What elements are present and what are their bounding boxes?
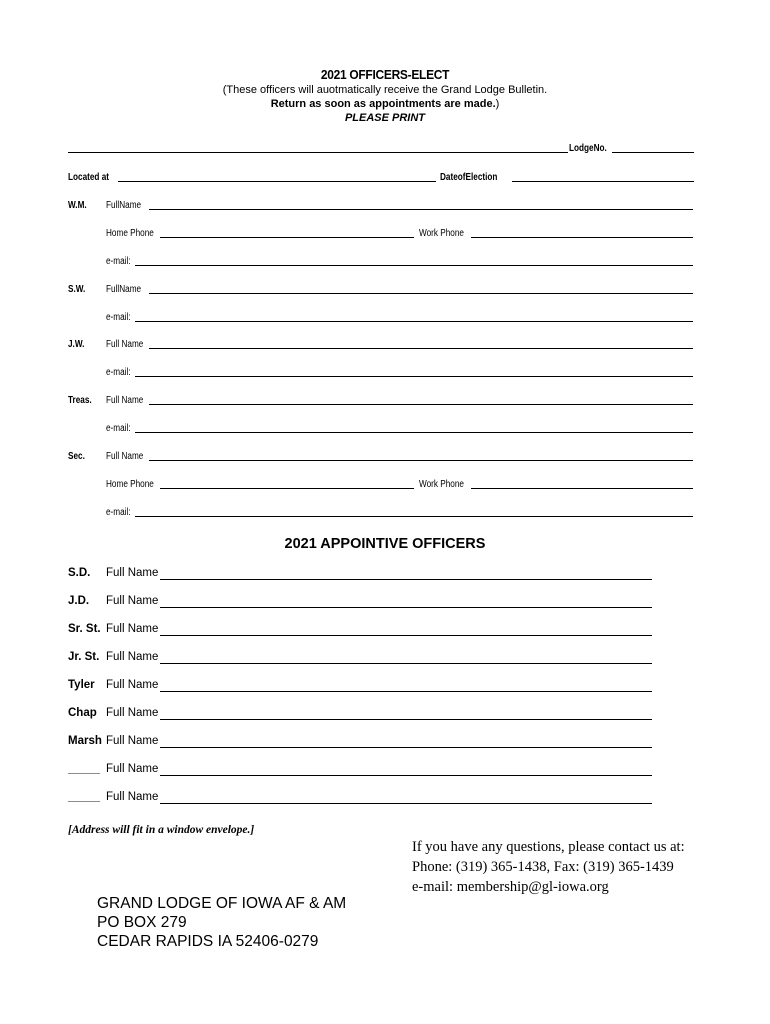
officer-code: _____	[68, 763, 100, 775]
elected-row	[0, 422, 770, 436]
full-name-label: Full Name	[106, 595, 159, 607]
officer-code: Treas.	[68, 395, 92, 406]
officer-code: S.D.	[68, 567, 91, 579]
date-of-election-line[interactable]	[512, 171, 694, 182]
elected-row	[0, 311, 770, 325]
full-name-label: Full Name	[106, 679, 159, 691]
full-name-field[interactable]	[149, 199, 693, 210]
work-phone-field[interactable]	[471, 478, 693, 489]
officer-code: J.W.	[68, 339, 85, 350]
located-label: Located at	[68, 172, 110, 183]
elected-row	[0, 450, 770, 464]
officer-code: Sr. St.	[68, 623, 101, 635]
full-name-field[interactable]	[160, 595, 652, 608]
form-title: 2021 OFFICERS-ELECT	[320, 67, 450, 82]
appointive-row	[0, 735, 770, 751]
envelope-note: [Address will fit in a window envelope.]	[68, 824, 255, 836]
home-phone-label: Home Phone	[106, 479, 154, 490]
full-name-field[interactable]	[149, 450, 693, 461]
officer-code: Sec.	[68, 451, 85, 462]
address-line-2: PO BOX 279	[97, 914, 187, 931]
please-print: PLEASE PRINT	[344, 112, 426, 124]
lodge-name-line[interactable]	[68, 142, 568, 153]
full-name-label: Full Name	[106, 707, 159, 719]
appointive-row	[0, 567, 770, 583]
email-field[interactable]	[135, 255, 693, 266]
full-name-label: Full Name	[106, 567, 159, 579]
return-text: Return as soon as appointments are made.	[270, 98, 496, 110]
elected-row	[0, 366, 770, 380]
lodge-no-line[interactable]	[612, 142, 694, 153]
field-label: e-mail:	[106, 423, 131, 434]
full-name-field[interactable]	[160, 651, 652, 664]
lodge-name-row	[0, 142, 770, 156]
field-label: Full Name	[106, 451, 144, 462]
officer-code: _____	[68, 791, 100, 803]
elected-row	[0, 283, 770, 297]
appointive-row	[0, 651, 770, 667]
elected-row	[0, 506, 770, 520]
appointive-row	[0, 623, 770, 639]
full-name-label: Full Name	[106, 735, 159, 747]
return-note	[0, 98, 770, 110]
elected-row	[0, 478, 770, 492]
bulletin-note: (These officers will auotmatically receive the Grand Lodge Bulletin.	[222, 84, 548, 96]
address-line-3: CEDAR RAPIDS IA 52406-0279	[97, 933, 319, 950]
location-row	[0, 171, 770, 185]
full-name-field[interactable]	[160, 623, 652, 636]
full-name-label: Full Name	[106, 763, 159, 775]
located-line[interactable]	[118, 171, 436, 182]
lodge-no-label: LodgeNo.	[569, 143, 607, 154]
work-phone-label: Work Phone	[419, 228, 464, 239]
appointive-row	[0, 595, 770, 611]
work-phone-field[interactable]	[471, 227, 693, 238]
email-field[interactable]	[135, 506, 693, 517]
field-label: Full Name	[106, 395, 144, 406]
elected-row	[0, 255, 770, 269]
officer-code: Marsh	[68, 735, 102, 747]
field-label: Full Name	[106, 339, 144, 350]
full-name-field[interactable]	[149, 338, 693, 349]
elected-row	[0, 394, 770, 408]
full-name-field[interactable]	[160, 763, 652, 776]
officer-code: Jr. St.	[68, 651, 100, 663]
full-name-field[interactable]	[160, 735, 652, 748]
officer-code: W.M.	[68, 200, 87, 211]
return-close: )	[495, 98, 500, 110]
full-name-field[interactable]	[149, 283, 693, 294]
field-label: e-mail:	[106, 507, 131, 518]
appointive-row	[0, 791, 770, 807]
full-name-label: Full Name	[106, 623, 159, 635]
work-phone-label: Work Phone	[419, 479, 464, 490]
officer-code: Tyler	[68, 679, 95, 691]
officer-code: J.D.	[68, 595, 90, 607]
appointive-row	[0, 679, 770, 695]
appointive-row	[0, 763, 770, 779]
address-line-1: GRAND LODGE OF IOWA AF & AM	[97, 895, 347, 912]
date-of-election-label: DateofElection	[440, 172, 498, 183]
home-phone-label: Home Phone	[106, 228, 154, 239]
full-name-field[interactable]	[160, 567, 652, 580]
field-label: FullName	[106, 200, 142, 211]
home-phone-field[interactable]	[160, 227, 414, 238]
full-name-field[interactable]	[160, 791, 652, 804]
full-name-label: Full Name	[106, 791, 159, 803]
elected-row	[0, 227, 770, 241]
elected-row	[0, 199, 770, 213]
contact-phone: Phone: (319) 365-1438, Fax: (319) 365-1439	[412, 859, 674, 875]
officer-code: Chap	[68, 707, 97, 719]
email-field[interactable]	[135, 311, 693, 322]
elected-row	[0, 338, 770, 352]
email-field[interactable]	[135, 366, 693, 377]
email-field[interactable]	[135, 422, 693, 433]
full-name-field[interactable]	[160, 679, 652, 692]
full-name-field[interactable]	[149, 394, 693, 405]
field-label: e-mail:	[106, 256, 131, 267]
officer-code: S.W.	[68, 284, 86, 295]
field-label: FullName	[106, 284, 142, 295]
field-label: e-mail:	[106, 367, 131, 378]
field-label: e-mail:	[106, 312, 131, 323]
full-name-label: Full Name	[106, 651, 159, 663]
appointive-row	[0, 707, 770, 723]
appointive-title: 2021 APPOINTIVE OFFICERS	[284, 536, 486, 552]
full-name-field[interactable]	[160, 707, 652, 720]
contact-email: e-mail: membership@gl-iowa.org	[412, 879, 609, 895]
contact-line-1: If you have any questions, please contact us at:	[412, 839, 685, 855]
home-phone-field[interactable]	[160, 478, 414, 489]
